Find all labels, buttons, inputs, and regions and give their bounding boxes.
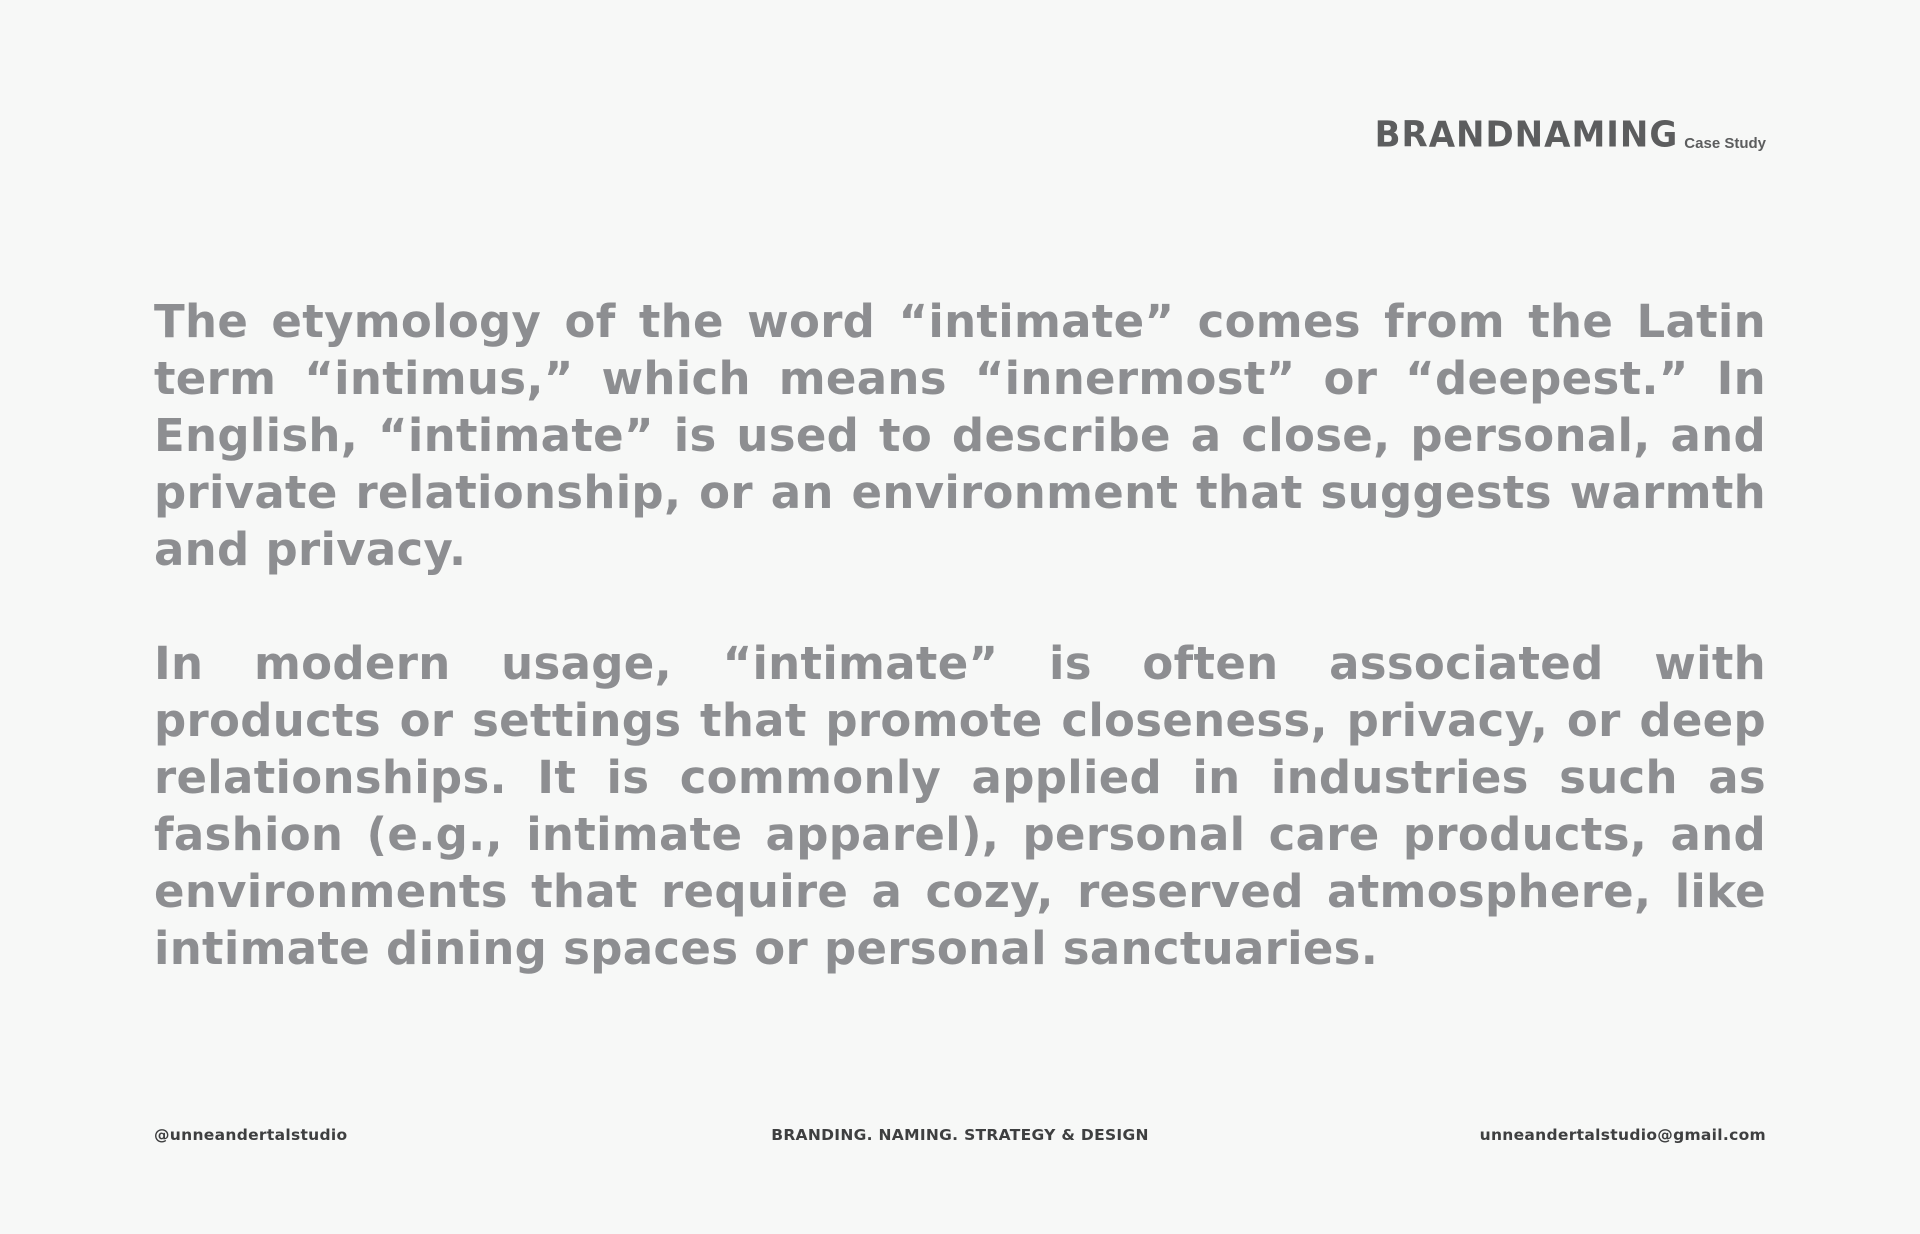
footer-tagline: BRANDING. NAMING. STRATEGY & DESIGN — [771, 1126, 1149, 1144]
footer-email: unneandertalstudio@gmail.com — [1479, 1126, 1766, 1144]
footer-handle: @unneandertalstudio — [154, 1126, 348, 1144]
logo-subtitle: Case Study — [1684, 135, 1766, 152]
paragraph-etymology: The etymology of the word “intimate” comes from the Latin term “intimus,” which means “innermost” or “deepest.” In English, “intimate” is used to describe a close, personal, and private relationship, or an environment that suggests warmth and privacy. — [154, 295, 1766, 576]
paragraph-modern-usage: In modern usage, “intimate” is often associated with products or settings that promote closeness, privacy, or deep relationships. It is commonly applied in industries such as fashion (e.g., intimate apparel), personal care products, and environments that require a cozy, reserved atmosphere, like intimate dining spaces or personal sanctuaries. — [154, 637, 1766, 975]
body-text — [154, 293, 1766, 977]
brand-logo — [1375, 116, 1766, 156]
logo-wordmark: BRANDNAMING — [1374, 114, 1679, 156]
